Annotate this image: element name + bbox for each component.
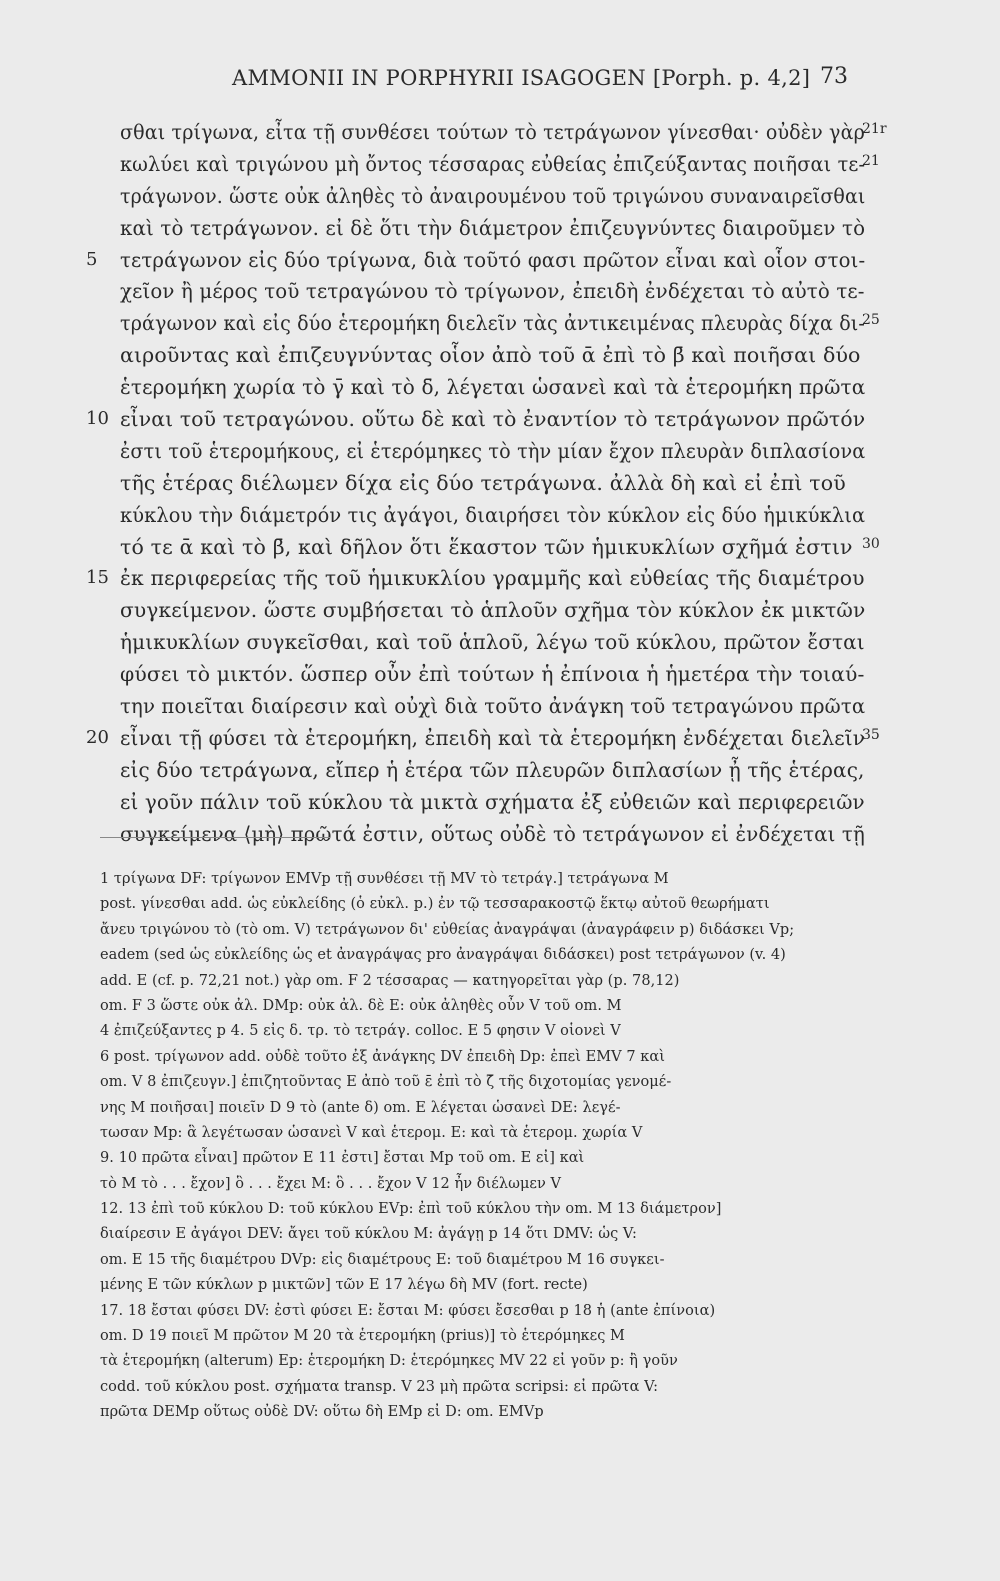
apparatus-line: om. F 3 ὥστε οὐκ ἀλ. DMp: οὐκ ἀλ. δὲ E: οὐκ ἀληθὲς οὖν V τοῦ om. M	[100, 996, 622, 1014]
apparatus-line: 1 τρίγωνα DF: τρίγωνον EMVp τῇ συνθέσει τῇ MV τὸ τετράγ.] τετράγωνα M	[100, 870, 669, 887]
line-text: ἐκ περιφερείας τῆς τοῦ ἡμικυκλίου γραμμῆς καὶ εὐθείας τῆς διαμέτρου	[120, 566, 865, 591]
text-line	[100, 594, 880, 626]
text-line	[100, 754, 880, 786]
text-line	[100, 658, 880, 690]
text-line	[86, 562, 880, 594]
text-line	[100, 626, 880, 658]
apparatus-line: om. E 15 τῆς διαμέτρου DVp: εἰς διαμέτρους E: τοῦ διαμέτρου M 16 συγκει-	[100, 1250, 665, 1268]
text-line	[100, 818, 880, 850]
line-text: αιροῦντας καὶ ἐπιζευγνύντας οἷον ἀπὸ τοῦ ᾱ ἐπὶ τὸ β̄ καὶ ποιῆσαι δύο	[120, 343, 861, 368]
apparatus-line: πρῶτα DEMp οὕτως οὐδὲ DV: οὕτω δὴ EMp εἰ D: om. EMVp	[100, 1403, 544, 1421]
critical-apparatus	[100, 866, 890, 1425]
line-text: καὶ τὸ τετράγωνον. εἰ δὲ ὅτι τὴν διάμετρον ἐπιζευγνύντες διαιροῦμεν τὸ	[120, 215, 866, 240]
text-line	[100, 435, 880, 467]
line-number: 10	[86, 408, 109, 430]
apparatus-line: codd. τοῦ κύκλου post. σχήματα transp. V 23 μὴ πρῶτα scripsi: εἰ πρῶτα V:	[100, 1377, 659, 1395]
text-line	[100, 116, 887, 148]
line-number: 15	[86, 567, 109, 589]
text-line	[100, 180, 880, 212]
line-text: συγκείμενον. ὥστε συμβήσεται τὸ ἁπλοῦν σχῆμα τὸν κύκλον ἐκ μικτῶν	[120, 598, 866, 623]
line-text: την ποιεῖται διαίρεσιν καὶ οὐχὶ διὰ τοῦτο ἀνάγκη τοῦ τετραγώνου πρῶτα	[120, 694, 866, 719]
text-line	[100, 275, 880, 307]
line-text: κωλύει καὶ τριγώνου μὴ ὄντος τέσσαρας εὐθείας ἐπιζεύξαντας ποιῆσαι τε-	[120, 151, 866, 176]
apparatus-line: post. γίνεσθαι add. ὡς εὐκλείδης (ὁ εὐκλ. p.) ἐν τῷ τεσσαρακοστῷ ἕκτῳ αὐτοῦ θεωρήματι	[100, 895, 770, 913]
text-line	[100, 307, 880, 339]
line-text: σθαι τρίγωνα, εἶτα τῇ συνθέσει τούτων τὸ τετράγωνον γίνεσθαι· οὐδὲν γὰρ	[120, 120, 865, 144]
text-line	[100, 499, 880, 531]
apparatus-line: τωσαν Mp: ἃ λεγέτωσαν ὡσανεὶ V καὶ ἑτερομ. E: καὶ τὰ ἑτερομ. χωρία V	[100, 1123, 643, 1141]
apparatus-line: νης M ποιῆσαι] ποιεῖν D 9 τὸ (ante δ) om. E λέγεται ὡσανεὶ DE: λεγέ-	[100, 1098, 621, 1116]
apparatus-line: 17. 18 ἔσται φύσει DV: ἐστὶ φύσει E: ἔσται M: φύσει ἔσεσθαι p 18 ἡ (ante ἐπίνοια)	[100, 1301, 716, 1319]
margin-reference: 30	[862, 535, 880, 552]
line-text: συγκείμενα ⟨μὴ⟩ πρῶτά ἐστιν, οὕτως οὐδὲ τὸ τετράγωνον εἰ ἐνδέχεται τῇ	[120, 821, 865, 846]
line-text: φύσει τὸ μικτόν. ὥσπερ οὖν ἐπὶ τούτων ἡ ἐπίνοια ἡ ἡμετέρα τὴν τοιαύ-	[120, 662, 865, 687]
apparatus-line: τὰ ἑτερομήκη (alterum) Ep: ἑτερομήκη D: ἑτερόμηκες MV 22 εἰ γοῦν p: ἢ γοῦν	[100, 1352, 678, 1370]
line-number: 20	[86, 726, 109, 748]
apparatus-line: eadem (sed ὡς εὐκλείδης ὡς et ἀναγράψας pro ἀναγράψαι διδάσκει) post τετράγωνον (v. 4)	[100, 946, 786, 964]
text-line	[100, 339, 880, 371]
line-text: τράγωνον. ὥστε οὐκ ἀληθὲς τὸ ἀναιρουμένου τοῦ τριγώνου συναναιρεῖσθαι	[120, 183, 866, 208]
apparatus-line: 12. 13 ἐπὶ τοῦ κύκλου D: τοῦ κύκλου EVp: ἐπὶ τοῦ κύκλου τὴν om. M 13 διάμετρον]	[100, 1200, 722, 1218]
apparatus-line: 6 post. τρίγωνον add. οὐδὲ τοῦτο ἐξ ἀνάγκης DV ἐπειδὴ Dp: ἐπεὶ EMV 7 καὶ	[100, 1047, 665, 1065]
line-text: ἑτερομήκη χωρία τὸ γ̄ καὶ τὸ δ̄, λέγεται ὡσανεὶ καὶ τὰ ἑτερομήκη πρῶτα	[120, 375, 866, 400]
line-text: εἰς δύο τετράγωνα, εἴπερ ἡ ἑτέρα τῶν πλευρῶν διπλασίων ᾖ τῆς ἑτέρας,	[120, 757, 865, 782]
margin-reference: 35	[862, 726, 880, 743]
apparatus-line: ἄνευ τριγώνου τὸ (τὸ om. V) τετράγωνον δι' εὐθείας ἀναγράψαι (ἀναγράφειν p) διδάσκει Vp;	[100, 920, 795, 938]
page-header	[0, 60, 1000, 96]
line-text: κύκλου τὴν διάμετρόν τις ἀγάγοι, διαιρήσει τὸν κύκλον εἰς δύο ἡμικύκλια	[120, 502, 866, 527]
line-number: 5	[86, 248, 98, 270]
running-head: AMMONII IN PORPHYRII ISAGOGEN [Porph. p. 4,2]	[232, 66, 811, 90]
apparatus-line: τὸ M τὸ . . . ἔχον] ὃ . . . ἔχει M: ὃ . . . ἔχον V 12 ἦν διέλωμεν V	[100, 1174, 562, 1192]
line-text: εἶναι τοῦ τετραγώνου. οὕτω δὲ καὶ τὸ ἐναντίον τὸ τετράγωνον πρῶτόν	[120, 407, 866, 432]
text-line	[86, 244, 880, 276]
margin-reference: 21	[862, 152, 880, 169]
line-text: χεῖον ἢ μέρος τοῦ τετραγώνου τὸ τρίγωνον, ἐπειδὴ ἐνδέχεται τὸ αὐτὸ τε-	[120, 279, 865, 304]
apparatus-line: add. E (cf. p. 72,21 not.) γὰρ om. F 2 τέσσαρας — κατηγορεῖται γὰρ (p. 78,12)	[100, 971, 680, 989]
footnote-rule	[100, 837, 330, 838]
line-text: τό τε ᾱ καὶ τὸ β̄, καὶ δῆλον ὅτι ἕκαστον τῶν ἡμικυκλίων σχῆμά ἐστιν	[120, 534, 853, 559]
text-line	[100, 371, 880, 403]
margin-reference: 25	[862, 312, 880, 329]
apparatus-line: διαίρεσιν E ἀγάγοι DEV: ἄγει τοῦ κύκλου M: ἀγάγῃ p 14 ὅτι DMV: ὡς V:	[100, 1225, 637, 1243]
apparatus-line: μένης E τῶν κύκλων p μικτῶν] τῶν E 17 λέγω δὴ MV (fort. recte)	[100, 1276, 588, 1294]
line-text: ἡμικυκλίων συγκεῖσθαι, καὶ τοῦ ἁπλοῦ, λέγω τοῦ κύκλου, πρῶτον ἔσται	[120, 630, 865, 655]
apparatus-line: 9. 10 πρῶτα εἶναι] πρῶτον E 11 ἐστι] ἔσται Mp τοῦ om. E εἰ] καὶ	[100, 1149, 585, 1167]
main-text	[86, 116, 887, 849]
line-text: εἶναι τῇ φύσει τὰ ἑτερομήκη, ἐπειδὴ καὶ τὰ ἑτερομήκη ἐνδέχεται διελεῖν	[120, 725, 866, 750]
line-text: τῆς ἑτέρας διέλωμεν δίχα εἰς δύο τετράγωνα. ἀλλὰ δὴ καὶ εἰ ἐπὶ τοῦ	[120, 470, 846, 495]
text-line	[100, 212, 880, 244]
text-line	[100, 690, 880, 722]
text-line	[86, 722, 880, 754]
page-number: 73	[820, 64, 848, 89]
line-text: εἰ γοῦν πάλιν τοῦ κύκλου τὰ μικτὰ σχήματα ἐξ εὐθειῶν καὶ περιφερειῶν	[120, 789, 865, 814]
text-line	[100, 148, 880, 180]
apparatus-line: om. V 8 ἐπιζευγν.] ἐπιζητοῦντας E ἀπὸ τοῦ ε̄ ἐπὶ τὸ ζ̄ τῆς διχοτομίας γενομέ-	[100, 1073, 672, 1091]
text-line	[100, 531, 880, 563]
text-line	[86, 403, 880, 435]
text-line	[100, 786, 880, 818]
apparatus-line: om. D 19 ποιεῖ M πρῶτον M 20 τὰ ἑτερομήκη (prius)] τὸ ἑτερόμηκες M	[100, 1327, 625, 1345]
margin-reference: 21r	[862, 121, 887, 137]
line-text: τετράγωνον εἰς δύο τρίγωνα, διὰ τοῦτό φασι πρῶτον εἶναι καὶ οἷον στοι-	[120, 247, 866, 272]
text-line	[100, 467, 880, 499]
apparatus-line: 4 ἐπιζεύξαντες p 4. 5 εἰς δ. τρ. τὸ τετράγ. colloc. E 5 φησιν V οἱονεὶ V	[100, 1022, 621, 1040]
line-text: τράγωνον καὶ εἰς δύο ἑτερομήκη διελεῖν τὰς ἀντικειμένας πλευρὰς δίχα δι-	[120, 311, 866, 336]
line-text: ἐστι τοῦ ἑτερομήκους, εἰ ἑτερόμηκες τὸ τὴν μίαν ἔχον πλευρὰν διπλασίονα	[120, 438, 866, 463]
